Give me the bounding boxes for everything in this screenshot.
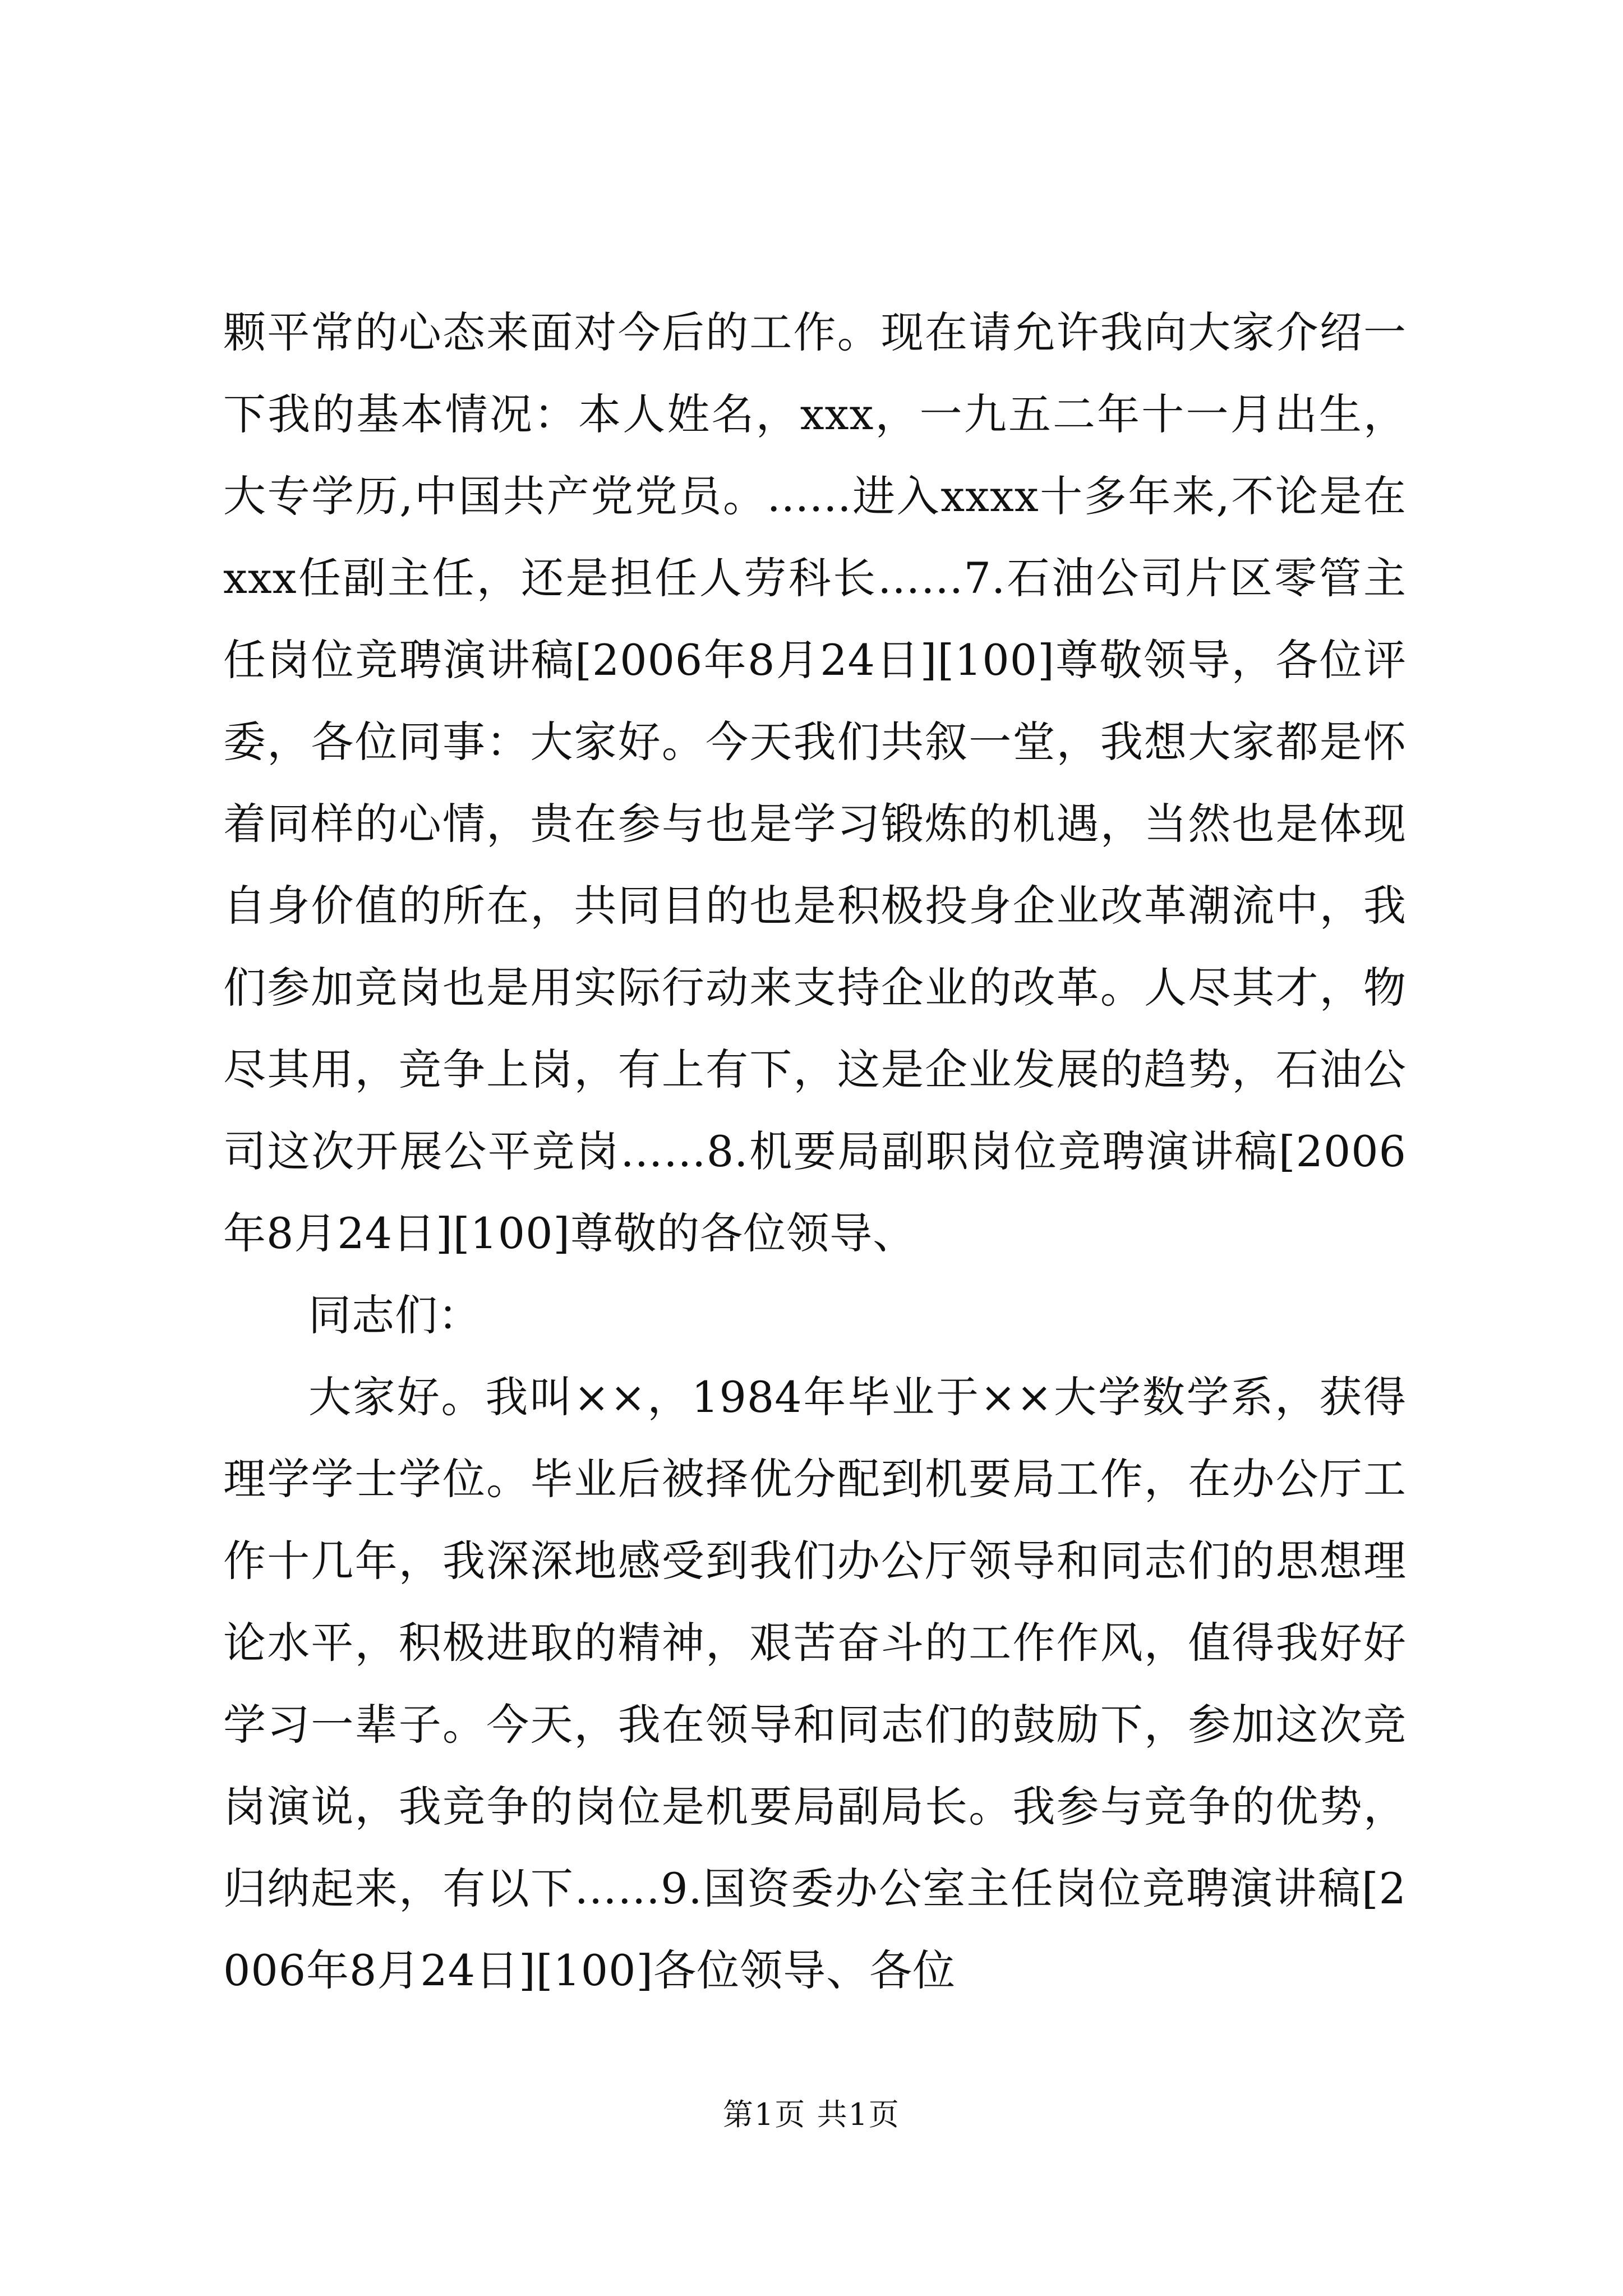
paragraph-1: 颗平常的心态来面对今后的工作。现在请允许我向大家介绍一下我的基本情况：本人姓名，xxx，一九五二年十一月出生，大专学历,中国共产党党员。......进入xxxx十多年来,不论是在xxx任副主任，还是担任人劳科长……7.石油公司片区零管主任岗位竞聘演讲稿[2006年8月24日][100]尊敬领导，各位评委，各位同事：大家好。今天我们共叙一堂，我想大家都是怀着同样的心情，贵在参与也是学习锻炼的机遇，当然也是体现自身价值的所在，共同目的也是积极投身企业改革潮流中，我们参加竞岗也是用实际行动来支持企业的改革。人尽其才，物尽其用，竞争上岗，有上有下，这是企业发展的趋势，石油公司这次开展公平竞岗……8.机要局副职岗位竞聘演讲稿[2006年8月24日][100]尊敬的各位领导、: [223, 307, 1407, 1258]
document-body: [223, 292, 1407, 2012]
paragraph-3: 大家好。我叫××，1984年毕业于××大学数学系，获得理学学士学位。毕业后被择优分配到机要局工作，在办公厅工作十几年，我深深地感受到我们办公厅领导和同志们的思想理论水平，积极进取的精神，艰苦奋斗的工作作风，值得我好好学习一辈子。今天，我在领导和同志们的鼓励下，参加这次竞岗演说，我竞争的岗位是机要局副局长。我参与竞争的优势，归纳起来，有以下……9.国资委办公室主任岗位竞聘演讲稿[2006年8月24日][100]各位领导、各位: [223, 1372, 1407, 1995]
page-footer: 第1页 共1页: [723, 2097, 900, 2132]
paragraph-2: 同志们：: [308, 1290, 481, 1340]
